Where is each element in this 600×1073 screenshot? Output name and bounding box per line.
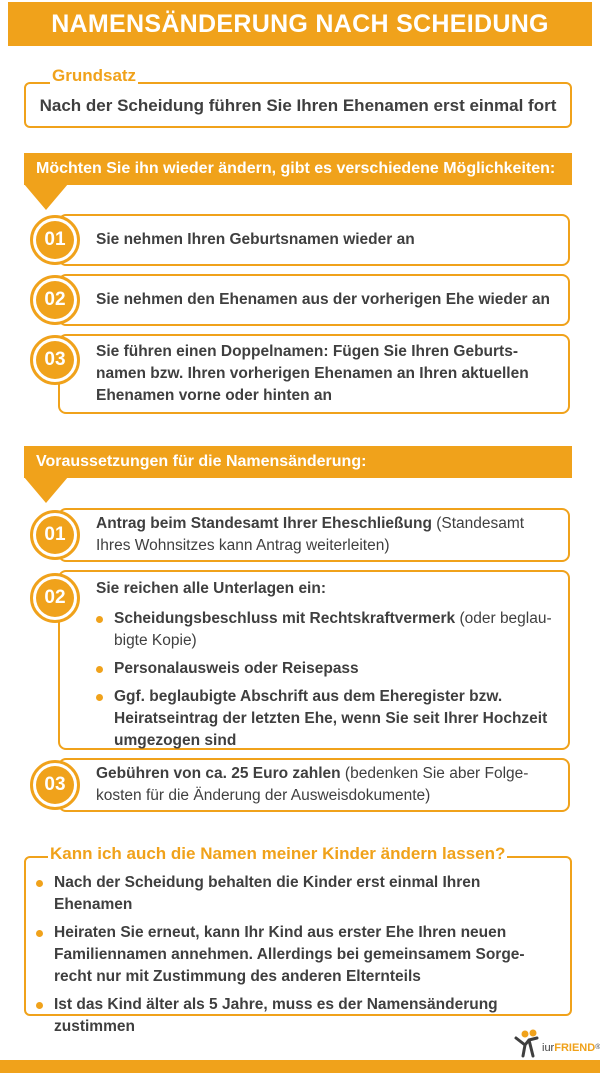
list-item: Ist das Kind älter als 5 Jahre, muss es der Namensänderung zustimmen (34, 994, 560, 1038)
number-badge: 03 (30, 760, 80, 810)
list-item: Personalausweis oder Reisepass (94, 658, 560, 680)
list-item: Scheidungsbeschluss mit Rechtskraftvermerk (oder beglau-bigte Kopie) (94, 608, 560, 652)
requirement-text: Antrag beim Standesamt Ihrer Eheschließung (Standesamt Ihres Wohnsitzes kann Antrag weiterleiten) (96, 515, 525, 554)
iurfriend-logo (514, 1028, 598, 1058)
requirement-text: Gebühren von ca. 25 Euro zahlen (bedenken Sie aber Folge-kosten für die Änderung der Ausweisdokumente) (96, 765, 529, 804)
grundsatz-box (24, 82, 572, 128)
number-badge: 03 (30, 335, 80, 385)
number-badge: 01 (30, 510, 80, 560)
requirements-banner: Voraussetzungen für die Namensänderung: (24, 446, 572, 478)
option-text: Sie führen einen Doppelnamen: Fügen Sie Ihren Geburts-namen bzw. Ihren vorherigen Ehenamen an Ihren aktuellen Ehenamen vorne oder hinten an (96, 343, 529, 404)
requirement-item-3 (30, 758, 570, 812)
people-logo-icon (514, 1028, 544, 1058)
bottom-rule (0, 1060, 600, 1073)
options-banner: Möchten Sie ihn wieder ändern, gibt es verschiedene Möglichkeiten: (24, 153, 572, 185)
page-title: NAMENSÄNDERUNG NACH SCHEIDUNG (8, 2, 592, 46)
children-box (24, 856, 572, 1035)
requirement-item-2 (30, 570, 570, 750)
requirement-item-1 (30, 508, 570, 562)
option-text: Sie nehmen Ihren Geburtsnamen wieder an (96, 231, 415, 248)
list-item: Heiraten Sie erneut, kann Ihr Kind aus erster Ehe Ihren neuen Familiennamen annehmen. Allerdings bei gemeinsamem Sorge-recht nur mit Zustimmung des anderen Elternteils (34, 922, 560, 988)
document-list (94, 608, 560, 752)
option-item-3 (30, 334, 570, 414)
number-badge: 02 (30, 275, 80, 325)
number-badge: 02 (30, 573, 80, 623)
list-item: Ggf. beglaubigte Abschrift aus dem Eheregister bzw. Heiratseintrag der letzten Ehe, wenn Sie seit Ihrer Hochzeit umgezogen sind (94, 686, 560, 752)
grundsatz-text: Nach der Scheidung führen Sie Ihren Ehenamen erst einmal fort (39, 96, 557, 115)
children-legend: Kann ich auch die Namen meiner Kinder ändern lassen? (50, 844, 506, 863)
options-banner-pointer (24, 184, 68, 210)
option-item-1 (30, 214, 570, 266)
requirements-banner-pointer (24, 477, 68, 503)
list-item: Nach der Scheidung behalten die Kinder erst einmal Ihren Ehenamen (34, 872, 560, 916)
grundsatz-legend: Grundsatz (52, 66, 137, 85)
number-badge: 01 (30, 215, 80, 265)
requirement-text: Sie reichen alle Unterlagen ein: Scheidungsbeschluss mit Rechtskraftvermerk (oder beglau-bigte Kopie) Personalausweis oder Reisepass Ggf. beglaubigte Abschrift aus dem Eheregister bzw. Heiratseintrag der letzten Ehe, wenn Sie seit Ihrer Hochzeit umgezogen sind (96, 578, 560, 758)
option-text: Sie nehmen den Ehenamen aus der vorherigen Ehe wieder an (96, 291, 550, 308)
children-list (34, 872, 560, 1044)
logo-wordmark: iurFRIEND® (542, 1042, 600, 1054)
option-item-2 (30, 274, 570, 326)
